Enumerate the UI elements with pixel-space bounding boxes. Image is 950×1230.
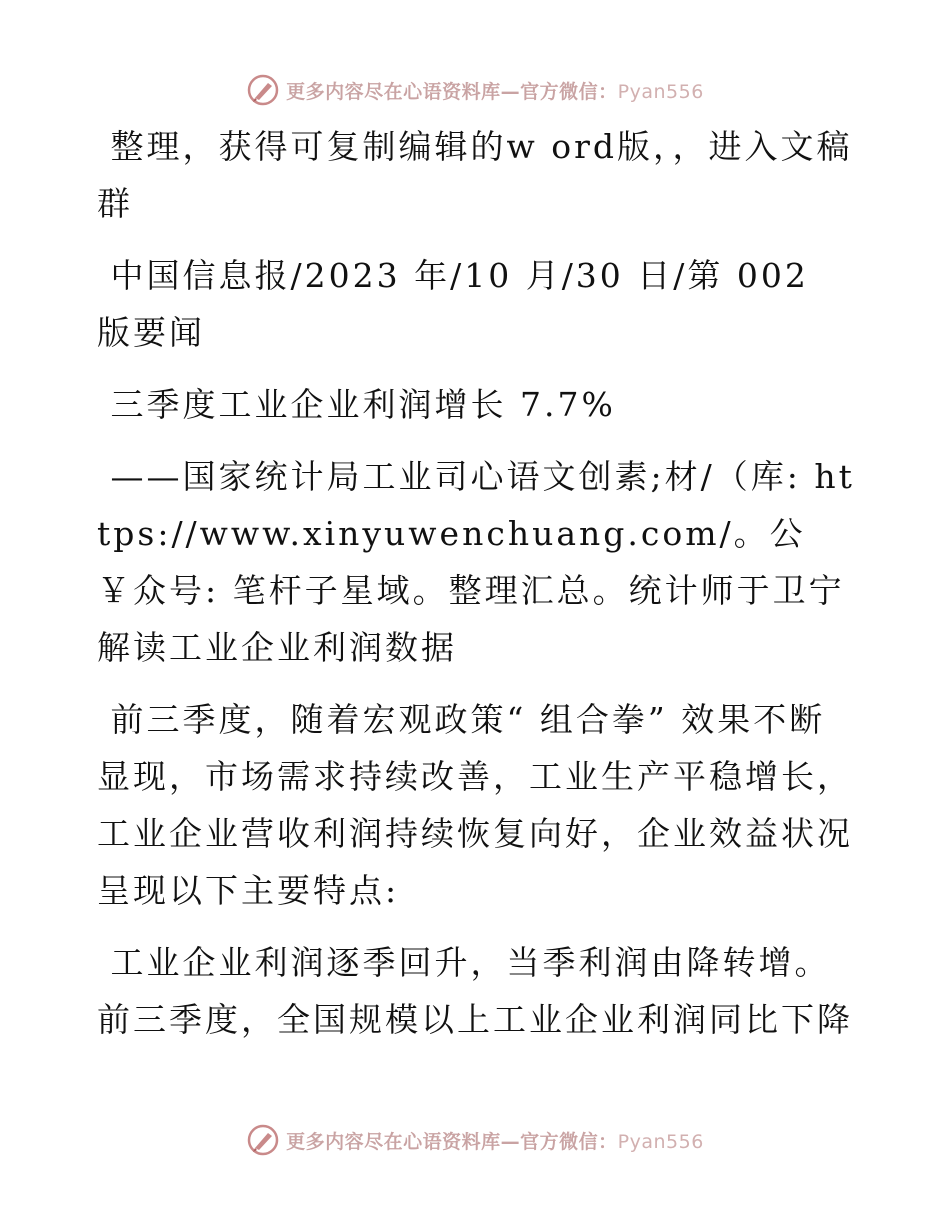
paragraph-body-2: 工业企业利润逐季回升，当季利润由降转增。前三季度，全国规模以上工业企业利润同比下降	[97, 943, 853, 1039]
paragraph-body-1: 前三季度，随着宏观政策“ 组合拳” 效果不断显现，市场需求持续改善，工业生产平稳增长，工业企业营收利润持续恢复向好，企业效益状况呈现以下主要特点:	[97, 700, 853, 910]
watermark-label: 更多内容尽在心语资料库—官方微信：	[286, 1130, 618, 1153]
document-body	[97, 118, 857, 1063]
paragraph-source: 中国信息报/2023 年/10 月/30 日/第 002 版要闻	[97, 256, 823, 352]
watermark-wechat-id: Pyan556	[617, 80, 704, 103]
watermark-text	[286, 77, 704, 104]
footer-watermark-banner	[0, 1120, 950, 1160]
pen-logo-icon	[246, 73, 280, 107]
header-watermark-banner	[0, 70, 950, 110]
watermark-text	[286, 1127, 704, 1154]
paragraph-intro: 整理，获得可复制编辑的w ord版，，进入文稿群	[97, 127, 853, 223]
article-title: 三季度工业企业利润增长 7.7%	[97, 385, 616, 424]
pen-logo-icon	[246, 1123, 280, 1157]
watermark-wechat-id: Pyan556	[617, 1130, 704, 1153]
watermark-label: 更多内容尽在心语资料库—官方微信：	[286, 80, 618, 103]
article-subtitle: ——国家统计局工业司心语文创素;材/（库: https://www.xinyuwenchuang.com/。公￥众号: 笔杆子星域。整理汇总。统计师于卫宁解读工业企业利润数据	[97, 457, 855, 667]
